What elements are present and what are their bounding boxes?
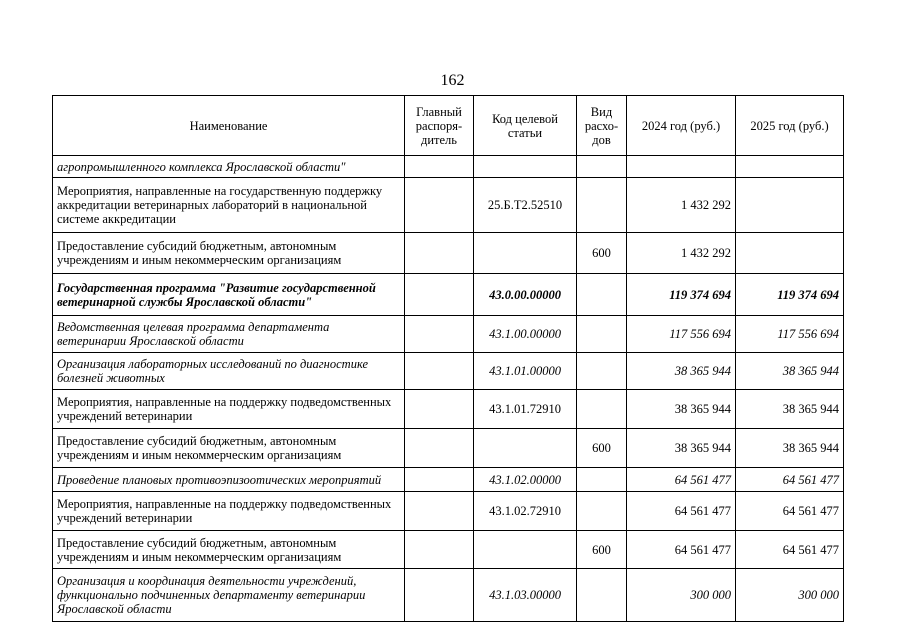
table-row	[53, 353, 844, 390]
cell-admin	[405, 233, 474, 274]
cell-2025: 64 561 477	[736, 492, 844, 531]
cell-kind	[577, 156, 627, 178]
cell-admin	[405, 156, 474, 178]
cell-name: Мероприятия, направленные на поддержку подведомственных учреждений ветеринарии	[53, 390, 405, 429]
header-admin: Главный распоря-дитель	[405, 96, 474, 156]
cell-kind	[577, 468, 627, 492]
cell-name: Предоставление субсидий бюджетным, автономным учреждениям и иным некоммерческим организациям	[53, 429, 405, 468]
cell-2025: 38 365 944	[736, 429, 844, 468]
cell-name: Мероприятия, направленные на государственную поддержку аккредитации ветеринарных лабораторий в национальной системе аккредитации	[53, 178, 405, 233]
cell-code: 43.0.00.00000	[474, 274, 577, 316]
cell-2024: 300 000	[627, 569, 736, 622]
cell-2025	[736, 233, 844, 274]
table-row	[53, 156, 844, 178]
table-row	[53, 569, 844, 622]
table-row	[53, 316, 844, 353]
cell-name: Ведомственная целевая программа департамента ветеринарии Ярославской области	[53, 316, 405, 353]
cell-code: 43.1.00.00000	[474, 316, 577, 353]
table-row	[53, 531, 844, 569]
cell-2025: 64 561 477	[736, 531, 844, 569]
cell-kind	[577, 178, 627, 233]
cell-kind	[577, 492, 627, 531]
cell-2024: 38 365 944	[627, 429, 736, 468]
cell-admin	[405, 531, 474, 569]
cell-code	[474, 156, 577, 178]
cell-code: 43.1.01.72910	[474, 390, 577, 429]
cell-2025: 117 556 694	[736, 316, 844, 353]
cell-name: Проведение плановых противоэпизоотических мероприятий	[53, 468, 405, 492]
cell-kind: 600	[577, 233, 627, 274]
table-row	[53, 233, 844, 274]
cell-name: Мероприятия, направленные на поддержку подведомственных учреждений ветеринарии	[53, 492, 405, 531]
cell-2024: 119 374 694	[627, 274, 736, 316]
table-row	[53, 492, 844, 531]
budget-table	[52, 95, 844, 622]
cell-admin	[405, 429, 474, 468]
cell-code: 43.1.01.00000	[474, 353, 577, 390]
cell-kind	[577, 353, 627, 390]
cell-2025	[736, 156, 844, 178]
cell-admin	[405, 316, 474, 353]
header-code: Код целевой статьи	[474, 96, 577, 156]
page-number: 162	[440, 72, 465, 89]
cell-kind	[577, 274, 627, 316]
cell-2025: 38 365 944	[736, 353, 844, 390]
table-row	[53, 390, 844, 429]
cell-admin	[405, 492, 474, 531]
header-2025: 2025 год (руб.)	[736, 96, 844, 156]
cell-2025: 38 365 944	[736, 390, 844, 429]
cell-2024	[627, 156, 736, 178]
cell-2024: 38 365 944	[627, 390, 736, 429]
cell-2024: 64 561 477	[627, 492, 736, 531]
cell-2025: 64 561 477	[736, 468, 844, 492]
cell-kind: 600	[577, 531, 627, 569]
cell-name: агропромышленного комплекса Ярославской области"	[53, 156, 405, 178]
cell-kind	[577, 569, 627, 622]
cell-name: Предоставление субсидий бюджетным, автономным учреждениям и иным некоммерческим организациям	[53, 531, 405, 569]
table-row	[53, 429, 844, 468]
cell-2024: 64 561 477	[627, 468, 736, 492]
cell-2024: 38 365 944	[627, 353, 736, 390]
cell-kind	[577, 390, 627, 429]
cell-code	[474, 429, 577, 468]
cell-2025	[736, 178, 844, 233]
cell-admin	[405, 178, 474, 233]
cell-code: 43.1.03.00000	[474, 569, 577, 622]
cell-admin	[405, 353, 474, 390]
header-name: Наименование	[53, 96, 405, 156]
table-header-row	[53, 96, 844, 156]
cell-admin	[405, 569, 474, 622]
cell-name: Организация лабораторных исследований по диагностике болезней животных	[53, 353, 405, 390]
cell-admin	[405, 274, 474, 316]
cell-2024: 64 561 477	[627, 531, 736, 569]
cell-name: Государственная программа "Развитие государственной ветеринарной службы Ярославской области"	[53, 274, 405, 316]
cell-name: Организация и координация деятельности учреждений, функционально подчиненных департаменту ветеринарии Ярославской области	[53, 569, 405, 622]
table-row	[53, 468, 844, 492]
table-row	[53, 178, 844, 233]
cell-kind	[577, 316, 627, 353]
cell-2025: 300 000	[736, 569, 844, 622]
cell-2024: 1 432 292	[627, 178, 736, 233]
cell-code: 25.Б.Т2.52510	[474, 178, 577, 233]
cell-code	[474, 531, 577, 569]
cell-code	[474, 233, 577, 274]
cell-2024: 117 556 694	[627, 316, 736, 353]
header-2024: 2024 год (руб.)	[627, 96, 736, 156]
cell-admin	[405, 390, 474, 429]
cell-kind: 600	[577, 429, 627, 468]
cell-admin	[405, 468, 474, 492]
cell-code: 43.1.02.00000	[474, 468, 577, 492]
cell-2025: 119 374 694	[736, 274, 844, 316]
cell-2024: 1 432 292	[627, 233, 736, 274]
table-row	[53, 274, 844, 316]
cell-code: 43.1.02.72910	[474, 492, 577, 531]
header-kind: Вид расхо-дов	[577, 96, 627, 156]
cell-name: Предоставление субсидий бюджетным, автономным учреждениям и иным некоммерческим организациям	[53, 233, 405, 274]
